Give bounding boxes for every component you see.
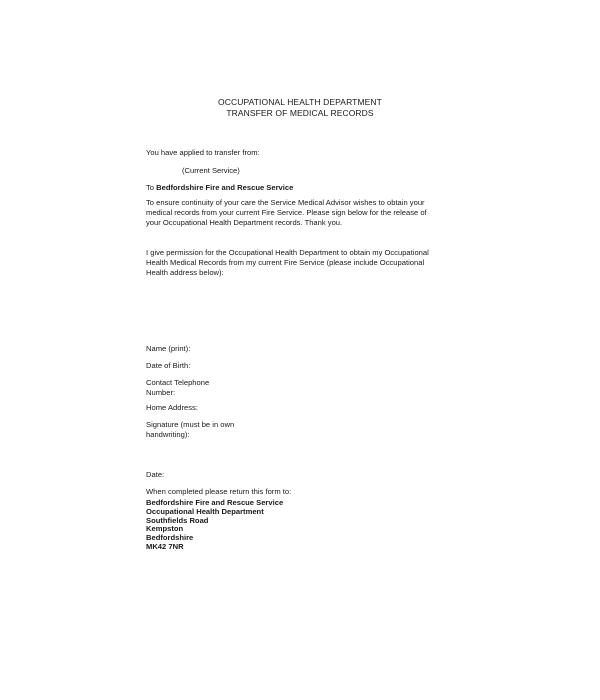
address-field-label: Home Address:	[146, 403, 198, 412]
paragraph-line: medical records from your current Fire Service. Please sign below for the release of	[146, 208, 427, 217]
address-line: Kempston	[146, 524, 184, 534]
label-line: Signature (must be in own	[146, 420, 235, 429]
paragraph-line: your Occupational Health Department records. Thank you.	[146, 218, 343, 227]
label-line: Contact Telephone	[146, 378, 210, 387]
address-line: MK42 7NR	[146, 541, 184, 551]
date-field-label: Date:	[146, 470, 165, 479]
return-address	[146, 499, 283, 552]
phone-field-label	[146, 378, 209, 398]
signature-field-label	[146, 420, 234, 440]
address-line: Southfields Road	[146, 515, 209, 525]
paragraph-line: I give permission for the Occupational Health Department to obtain my Occupational	[146, 248, 429, 257]
continuity-paragraph	[146, 198, 427, 228]
permission-paragraph	[146, 248, 429, 278]
to-label: To	[146, 183, 155, 192]
address-line: Bedfordshire Fire and Rescue Service	[146, 498, 284, 507]
dob-field-label: Date of Birth:	[146, 361, 191, 370]
department-title: OCCUPATIONAL HEALTH DEPARTMENT	[218, 97, 382, 107]
label-line: Number:	[146, 388, 176, 397]
address-line: Occupational Health Department	[146, 506, 264, 516]
return-instruction: When completed please return this form to:	[146, 487, 292, 496]
applied-text: You have applied to transfer from:	[146, 148, 260, 157]
name-field-label: Name (print):	[146, 344, 191, 353]
paragraph-line: To ensure continuity of your care the Service Medical Advisor wishes to obtain your	[146, 198, 425, 207]
address-line: Bedfordshire	[146, 533, 194, 543]
label-line: handwriting):	[146, 430, 190, 439]
paragraph-line: Health address below):	[146, 268, 224, 277]
destination-line	[146, 183, 293, 193]
destination-service: Bedfordshire Fire and Rescue Service	[156, 183, 294, 192]
form-title: TRANSFER OF MEDICAL RECORDS	[226, 108, 374, 118]
paragraph-line: Health Medical Records from my current Fire Service (please include Occupational	[146, 258, 425, 267]
current-service-label: (Current Service)	[182, 166, 240, 175]
